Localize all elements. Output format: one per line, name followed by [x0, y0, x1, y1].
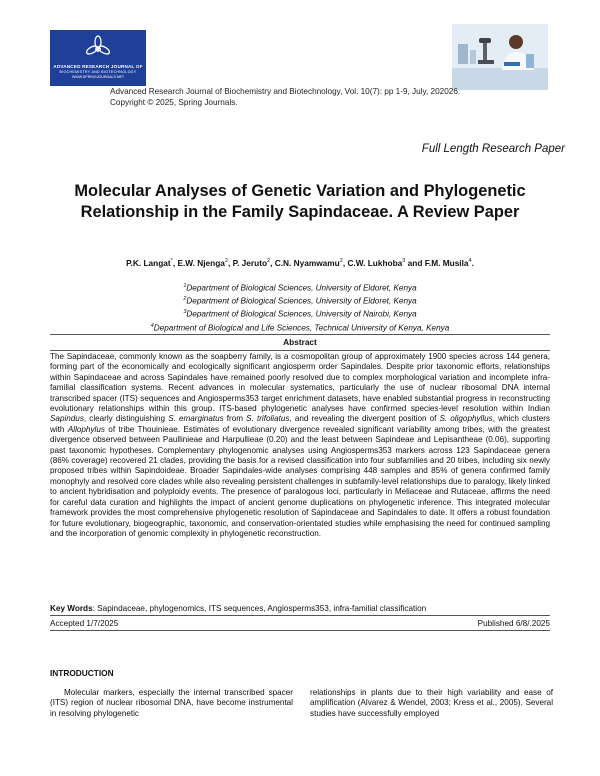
author: F.M. Musila$^4$. — [424, 258, 474, 268]
logo-line-3: WWW.SPRINGJOURNALS.NET — [71, 75, 125, 79]
author: C.N. Nyamwamu$^2$, — [274, 258, 348, 268]
author: E.W. Njenga$^2$, — [177, 258, 233, 268]
affiliation: $^3$Department of Biological Sciences, University of Nairobi, Kenya — [183, 309, 417, 320]
dna-flower-icon — [84, 34, 112, 62]
citation-line: Advanced Research Journal of Biochemistry and Biotechnology, Vol. 10(7): pp 1-9, July, 202026. — [110, 87, 461, 96]
author: C.W. Lukhoba$^3$ and — [347, 258, 425, 268]
copyright-line: Copyright © 2025, Spring Journals. — [110, 98, 238, 107]
author: P. Jeruto$^2$, — [232, 258, 275, 268]
affiliation: $^1$Department of Biological Sciences, University of Eldoret, Kenya — [183, 283, 417, 293]
intro-column-1: Molecular markers, especially the internal transcribed spacer (ITS) region of nuclear ribosomal DNA, have become instrumental in resolving phylogenetic — [50, 688, 293, 718]
keywords — [50, 604, 550, 616]
lab-photo — [452, 24, 548, 90]
affiliation: $^2$Department of Biological Sciences, University of Eldoret, Kenya — [183, 296, 417, 306]
keywords-label: Key Words — [50, 604, 93, 613]
keywords-text: : Sapindaceae, phylogenomics, ITS sequences, Angiosperms353, infra-familial classification — [92, 604, 427, 613]
affiliation: $^4$Department of Biological and Life Sciences, Technical University of Kenya, Kenya — [150, 322, 450, 333]
article-dates — [50, 619, 550, 631]
published-date: Published 6/8/.2025 — [477, 619, 550, 628]
introduction-heading: INTRODUCTION — [50, 668, 114, 678]
journal-logo — [50, 30, 146, 86]
accepted-date: Accepted 1/7/2025 — [50, 619, 119, 628]
author-list — [0, 258, 600, 268]
abstract-body: The Sapindaceae, commonly known as the soapberry family, is a cosmopolitan group of approximately 1900 species across 144 genera, forming part of the economically and ecologically significant angiosperm order Sapindales. Despite prior taxonomic efforts, relationships within Sapindaceae and across Sapindales have remained poorly resolved due to complex morphological variation and incomplete infra-familial classification systems. Recent advances in molecular systematics, particularly the use of nuclear ribosomal DNA internal transcribed spacer (ITS) sequences and Angiosperms353 target enrichment datasets, have enabled substantial progress in reconstructing evolutionary relationships within this group. ITS-based phylogenetic analyses have confirmed species-level resolution within Indian Sapindus, clearly distinguishing S. emarginatus from S. trifoliatus, and revealing the divergent position of S. oligophyllus, which clusters with Allophylus of tribe Thouinieae. Estimates of evolutionary divergence revealed significant variability among tribes, with the greatest divergence observed between Paullinieae and Harpullieae (0.20) and the least between Sapindeae and Lepisantheae (0.06), supporting past taxonomic hypotheses. Complementary phylogenomic analyses using Angiosperms353 markers across 123 Sapindaceae genera (86% coverage) recovered 21 clades, providing the basis for a revised classification into four subfamilies and 20 tribes, including six newly proposed tribes within Sapindoideae. Broader Sapindales-wide analyses comprising 448 samples and 85% of genera confirmed family monophyly and resolved core clades while also revealing persistent challenges in subfamily-level relationships due to paralogy, likely linked to ancient hybridisation and polyploidy events. The presence of paralogous loci, particularly in Meliaceae and Rutaceae, affirms the need for careful data curation and highlights the impact of ancient genome duplications on phylogenetic inference. This integrated molecular framework provides the most comprehensive phylogenetic resolution of Sapindaceae and Sapindales to date. It offers a robust foundation for future evolutionary, biogeographic, taxonomic, and conservation-orientated studies while emphasising the need for continued sampling and the incorporation of genomic complexity in phylogenetic reconstruction. — [50, 352, 550, 538]
logo-line-1: ADVANCED RESEARCH JOURNAL OF — [53, 64, 143, 69]
affiliation-list — [0, 281, 600, 334]
journal-citation-header — [110, 86, 460, 108]
article-category: Full Length Research Paper — [421, 143, 565, 155]
intro-column-2: relationships in plants due to their high variability and ease of amplification (Alvarez & Wendel, 2003; Kress et al., 2005). Several studies have successfully employed — [310, 688, 553, 718]
logo-line-2: BIOCHEMISTRY AND BIOTECHNOLOGY — [59, 70, 137, 74]
paper-title: Molecular Analyses of Genetic Variation and Phylogenetic Relationship in the Family Sapindaceae. A Review Paper — [74, 182, 526, 221]
abstract-heading: Abstract — [50, 334, 550, 351]
author: P.K. Langat*, — [126, 258, 178, 268]
